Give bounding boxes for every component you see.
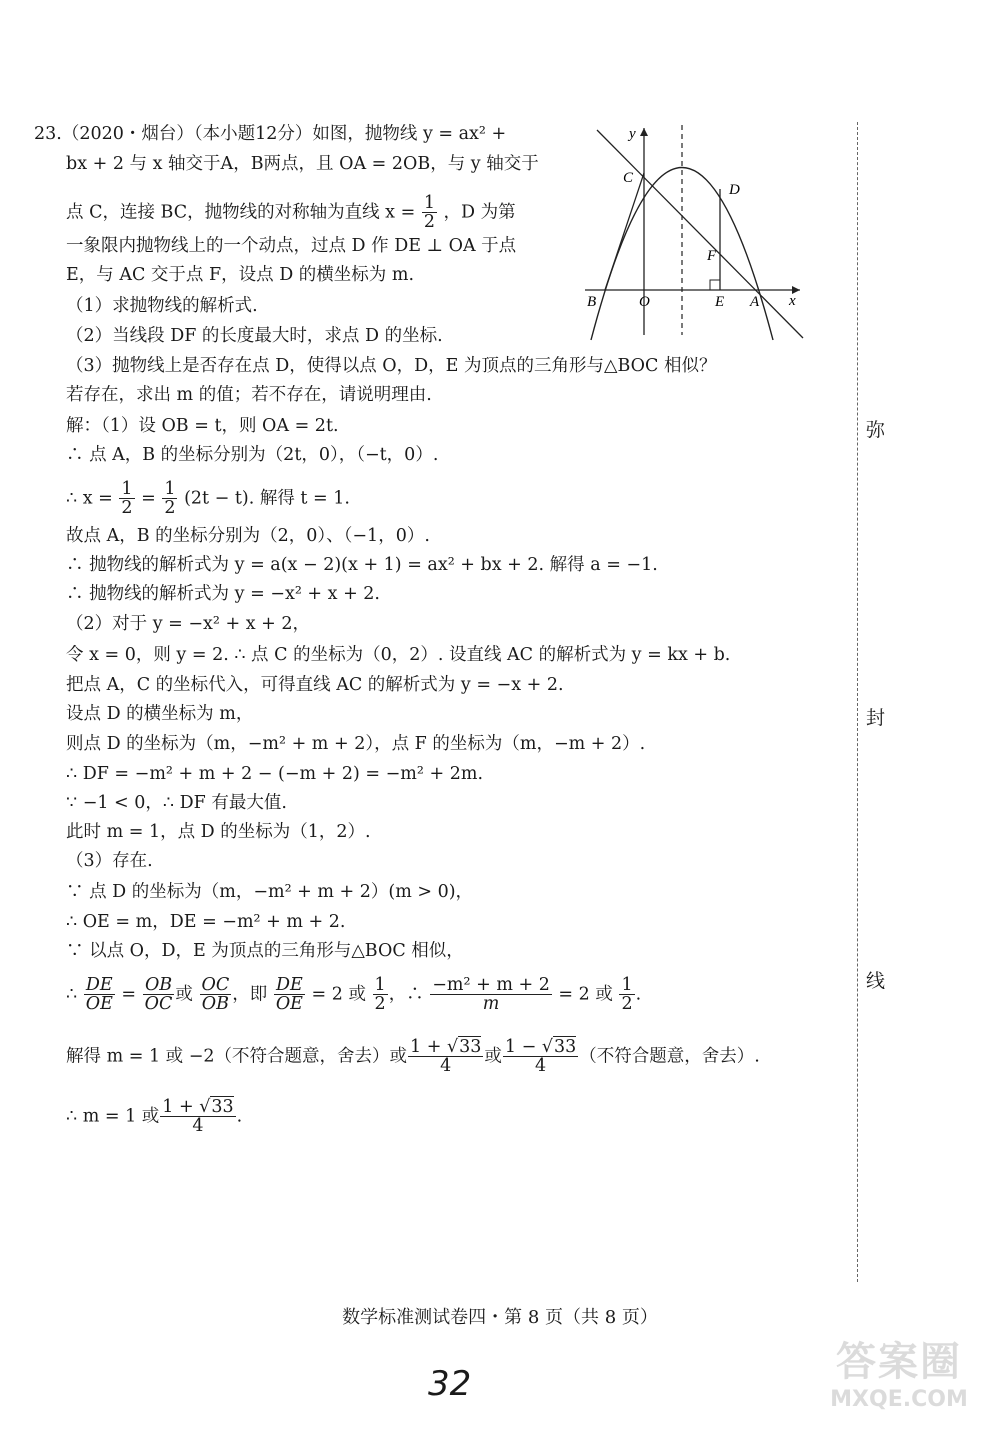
label-x: x	[789, 293, 796, 309]
solution-line-21: ∴ m = 1 或 $\frac{1 + √33}{4}$ .	[66, 1097, 243, 1137]
watermark-url: MXQE.COM	[830, 1387, 968, 1412]
problem-line-5: E，与 AC 交于点 F，设点 D 的横坐标为 m.	[66, 265, 415, 285]
page-footer: 数学标准测试卷四・第 8 页（共 8 页）	[342, 1307, 658, 1328]
label-O: O	[639, 294, 650, 310]
solution-line-17: ∴ OE = m，DE = −m² + m + 2.	[66, 912, 346, 932]
label-D: D	[729, 182, 740, 198]
question-1: （1）求抛物线的解析式.	[66, 296, 258, 316]
solution-line-7: （2）对于 y = −x² + x + 2，	[66, 614, 310, 634]
margin-char-mi: 弥	[866, 419, 886, 441]
watermark-logo	[824, 1330, 974, 1412]
margin-char-xian: 线	[866, 970, 886, 992]
fraction-half: $\frac{1}{2}$	[423, 193, 435, 233]
label-C: C	[623, 170, 634, 186]
solution-line-3: ∴ x = $\frac{1}{2}$ = $\frac{1}{2}$ (2t − t). 解得 t = 1.	[66, 479, 350, 519]
solution-line-18: ∵ 以点 O，D，E 为顶点的三角形与△BOC 相似，	[66, 941, 464, 961]
problem-line-4: 一象限内抛物线上的一个动点，过点 D 作 DE ⊥ OA 于点	[66, 236, 517, 256]
solution-line-1: 解：（1）设 OB = t，则 OA = 2t.	[66, 416, 339, 436]
solution-line-9: 把点 A，C 的坐标代入，可得直线 AC 的解析式为 y = −x + 2.	[66, 675, 564, 695]
solution-line-14: 此时 m = 1，点 D 的坐标为（1，2）.	[66, 822, 371, 842]
label-y: y	[629, 126, 636, 142]
question-3-cont: 若存在，求出 m 的值；若不存在，请说明理由.	[66, 385, 432, 405]
margin-char-feng: 封	[866, 707, 886, 729]
solution-line-16: ∵ 点 D 的坐标为（m，−m² + m + 2）(m > 0)，	[66, 882, 474, 902]
label-F: F	[707, 248, 717, 264]
label-B: B	[587, 294, 597, 310]
watermark-title: 答案圈	[836, 1339, 962, 1385]
problem-line-2: bx + 2 与 x 轴交于A，B两点，且 OA = 2OB，与 y 轴交于	[66, 154, 539, 174]
solution-line-2: ∴ 点 A，B 的坐标分别为（2t，0），（−t，0）.	[66, 445, 439, 465]
solution-line-6: ∴ 抛物线的解析式为 y = −x² + x + 2.	[66, 584, 380, 604]
solution-line-5: ∴ 抛物线的解析式为 y = a(x − 2)(x + 1) = ax² + bx + 2. 解得 a = −1.	[66, 555, 658, 575]
parabola-figure	[575, 120, 815, 345]
solution-line-4: 故点 A，B 的坐标分别为（2，0）、（−1，0）.	[66, 526, 430, 546]
handwritten-page-number: 32	[428, 1364, 472, 1404]
label-E: E	[715, 294, 725, 310]
problem-line-3: 点 C，连接 BC，抛物线的对称轴为直线 x = $\frac{1}{2}$ ，D 为第	[66, 193, 516, 233]
label-A: A	[750, 294, 760, 310]
question-3: （3）抛物线上是否存在点 D，使得以点 O，D，E 为顶点的三角形与△BOC 相似？	[66, 356, 717, 376]
solution-line-15: （3）存在.	[66, 851, 153, 871]
solution-line-13: ∵ −1 < 0，∴ DF 有最大值.	[66, 793, 287, 813]
solution-line-12: ∴ DF = −m² + m + 2 − (−m + 2) = −m² + 2m.	[66, 764, 484, 784]
binding-margin-line	[857, 122, 858, 1282]
solution-line-11: 则点 D 的坐标为（m，−m² + m + 2），点 F 的坐标为（m，−m + 2）.	[66, 734, 646, 754]
y-axis-arrow-icon	[640, 128, 648, 136]
solution-line-20: 解得 m = 1 或 −2（不符合题意，舍去）或 $\frac{1 + √33}{4}$ 或 $\frac{1 - √33}{4}$ （不符合题意，舍去）.	[66, 1037, 760, 1077]
problem-line-1: 23.（2020・烟台）（本小题12分）如图，抛物线 y = ax² +	[34, 124, 507, 144]
question-2: （2）当线段 DF 的长度最大时，求点 D 的坐标.	[66, 326, 443, 346]
solution-line-10: 设点 D 的横坐标为 m，	[66, 704, 254, 724]
solution-line-19: ∴ $\frac{DE}{OE}$ = $\frac{OB}{OC}$ 或 $\frac{OC}{OB}$ ，即 $\frac{DE}{OE}$ = 2 或 $\frac{1}{2}$ ，∴ $\frac{\text{−m² + m + 2}}{m}$ = 2 或 $\frac{1}{2}$ .	[66, 975, 642, 1015]
solution-line-8: 令 x = 0，则 y = 2. ∴ 点 C 的坐标为（0，2）. 设直线 AC 的解析式为 y = kx + b.	[66, 645, 731, 665]
